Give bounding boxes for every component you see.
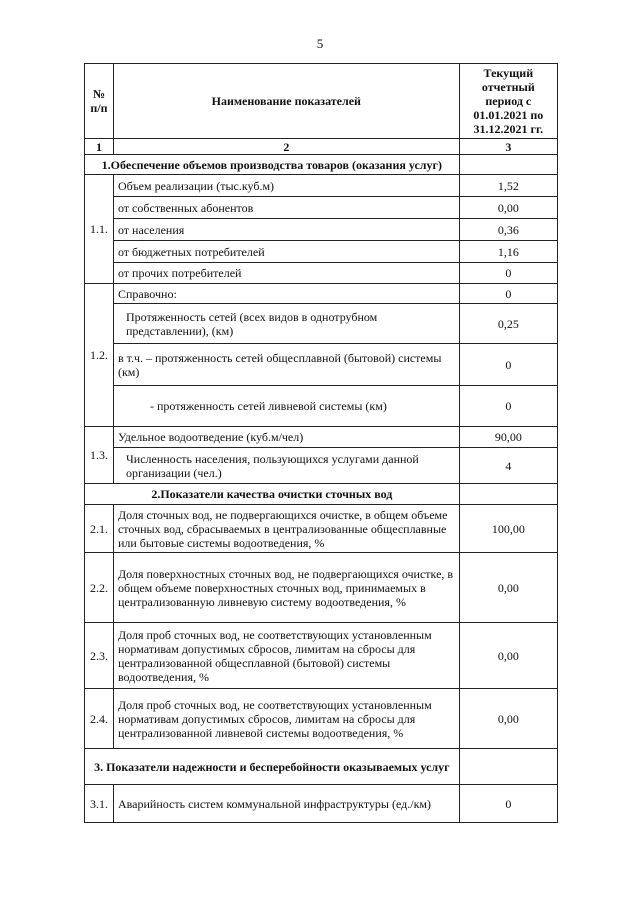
- table-row: [85, 284, 558, 304]
- section-title: 2.Показатели качества очистки сточных вод: [85, 484, 460, 505]
- indicator-name: Доля поверхностных сточных вод, не подвергающихся очистке, в общем объеме поверхностных сточных вод, принимаемых в централизованную ливневую систему водоотведения, %: [113, 553, 459, 623]
- table-row: [85, 304, 558, 344]
- indicator-value: 0,00: [459, 623, 557, 689]
- column-number: 1: [85, 139, 114, 155]
- section-title-row: [85, 155, 558, 175]
- row-number: 2.1.: [85, 505, 114, 553]
- indicator-value: 0,36: [459, 219, 557, 241]
- header-number-cell: № п/п: [85, 64, 114, 139]
- section-title-row: [85, 749, 558, 785]
- table-header-row: [85, 64, 558, 139]
- indicator-value: 90,00: [459, 427, 557, 448]
- section-value-cell: [459, 155, 557, 175]
- section-value-cell: [459, 749, 557, 785]
- indicator-value: 0,00: [459, 197, 557, 219]
- indicator-value: 0: [459, 263, 557, 284]
- indicator-name: Доля проб сточных вод, не соответствующих установленным нормативам допустимых сбросов, лимитам на сбросы для централизованной общесплавной (бытовой) системы водоотведения, %: [113, 623, 459, 689]
- indicator-value: 0,25: [459, 304, 557, 344]
- table-row: [85, 427, 558, 448]
- row-number: 1.2.: [85, 284, 114, 427]
- table-row: [85, 505, 558, 553]
- column-number: 2: [113, 139, 459, 155]
- column-number-row: [85, 139, 558, 155]
- indicator-value: 0: [459, 386, 557, 427]
- indicator-value: 0: [459, 785, 557, 823]
- indicator-name: - протяженность сетей ливневой системы (км): [113, 386, 459, 427]
- table-row: [85, 241, 558, 263]
- indicator-name: Численность населения, пользующихся услугами данной организации (чел.): [113, 448, 459, 484]
- indicator-name: Справочно:: [113, 284, 459, 304]
- indicator-name: от населения: [113, 219, 459, 241]
- indicator-value: 0,00: [459, 689, 557, 749]
- page-number: 5: [316, 36, 324, 51]
- section-title-row: [85, 484, 558, 505]
- table-row: [85, 448, 558, 484]
- indicator-value: 0: [459, 284, 557, 304]
- indicator-name: Объем реализации (тыс.куб.м): [113, 175, 459, 197]
- table-row: [85, 386, 558, 427]
- indicator-name: от бюджетных потребителей: [113, 241, 459, 263]
- table-row: [85, 219, 558, 241]
- indicator-name: Протяженность сетей (всех видов в однотрубном представлении), (км): [113, 304, 459, 344]
- indicator-name: Доля проб сточных вод, не соответствующих установленным нормативам допустимых сбросов, лимитам на сбросы для централизованной ливневой системы водоотведения, %: [113, 689, 459, 749]
- indicator-name: Удельное водоотведение (куб.м/чел): [113, 427, 459, 448]
- indicator-value: 1,16: [459, 241, 557, 263]
- row-number: 2.4.: [85, 689, 114, 749]
- table-row: [85, 689, 558, 749]
- indicator-value: 1,52: [459, 175, 557, 197]
- row-number: 2.2.: [85, 553, 114, 623]
- indicator-name: от прочих потребителей: [113, 263, 459, 284]
- table-row: [85, 553, 558, 623]
- row-number: 1.1.: [85, 175, 114, 284]
- header-name-cell: Наименование показателей: [113, 64, 459, 139]
- indicator-name: Аварийность систем коммунальной инфраструктуры (ед./км): [113, 785, 459, 823]
- indicator-value: 100,00: [459, 505, 557, 553]
- section-title: 3. Показатели надежности и бесперебойности оказываемых услуг: [85, 749, 460, 785]
- header-period-cell: Текущий отчетный период с 01.01.2021 по 31.12.2021 гг.: [459, 64, 557, 139]
- table-row: [85, 175, 558, 197]
- indicator-value: 4: [459, 448, 557, 484]
- table-row: [85, 623, 558, 689]
- column-number: 3: [459, 139, 557, 155]
- table-row: [85, 197, 558, 219]
- indicator-value: 0: [459, 344, 557, 386]
- indicator-value: 0,00: [459, 553, 557, 623]
- table-row: [85, 344, 558, 386]
- row-number: 3.1.: [85, 785, 114, 823]
- indicator-name: Доля сточных вод, не подвергающихся очистке, в общем объеме сточных вод, сбрасываемых в централизованные общесплавные или бытовые системы водоотведения, %: [113, 505, 459, 553]
- indicator-name: в т.ч. – протяженность сетей общесплавной (бытовой) системы (км): [113, 344, 459, 386]
- table-row: [85, 785, 558, 823]
- row-number: 1.3.: [85, 427, 114, 484]
- section-title: 1.Обеспечение объемов производства товаров (оказания услуг): [85, 155, 460, 175]
- section-value-cell: [459, 484, 557, 505]
- row-number: 2.3.: [85, 623, 114, 689]
- table-row: [85, 263, 558, 284]
- indicators-table: [84, 63, 558, 823]
- indicator-name: от собственных абонентов: [113, 197, 459, 219]
